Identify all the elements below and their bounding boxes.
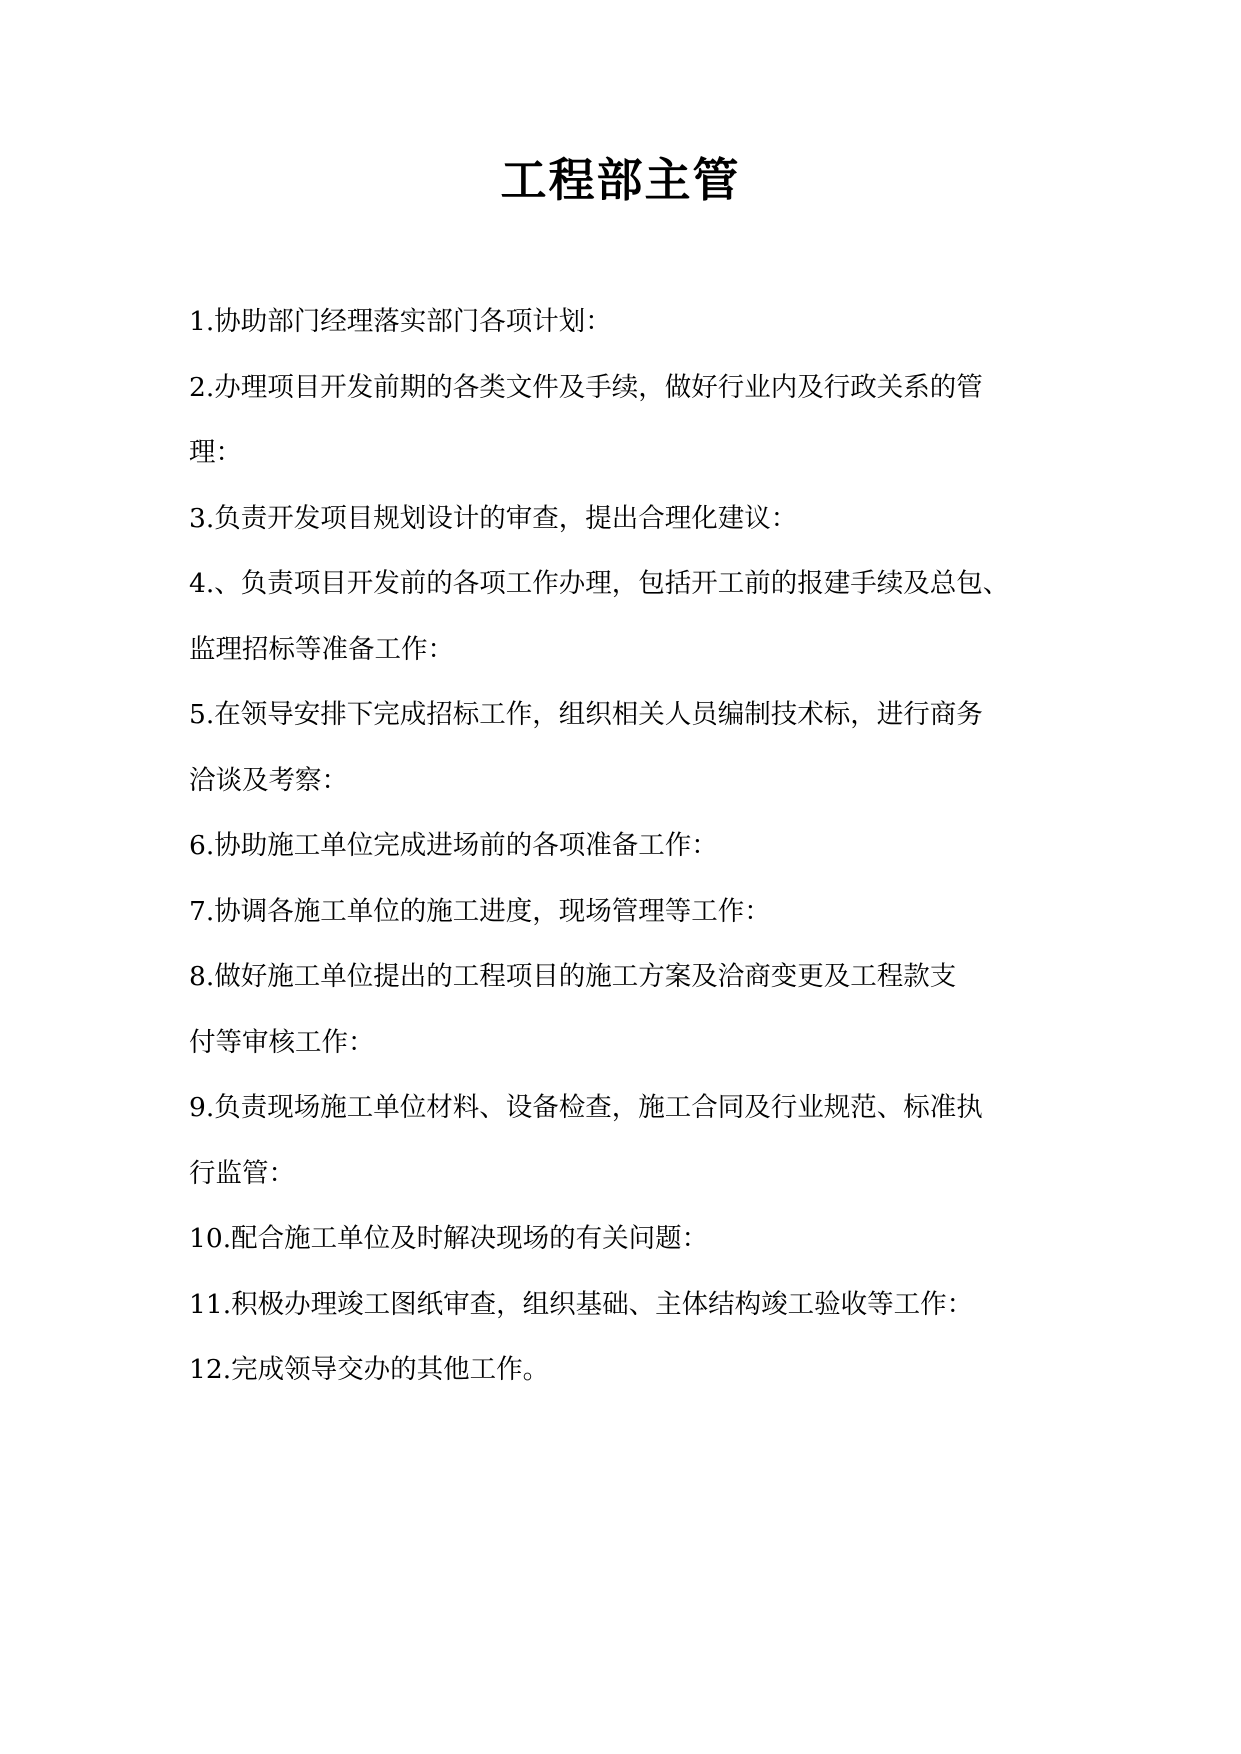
text-line: 7.协调各施工单位的施工进度，现场管理等工作：	[189, 895, 771, 927]
text-line: 付等审核工作：	[189, 1026, 375, 1058]
text-line: 10.配合施工单位及时解决现场的有关问题：	[189, 1223, 709, 1254]
text-line: 6.协助施工单位完成进场前的各项准备工作：	[189, 830, 718, 861]
text-line: 行监管：	[189, 1157, 295, 1189]
document-title: 工程部主管	[500, 153, 741, 207]
text-line: 4.、负责项目开发前的各项工作办理，包括开工前的报建手续及总包、	[189, 568, 1010, 599]
text-line: 监理招标等准备工作：	[189, 633, 454, 665]
text-line: 理：	[189, 437, 242, 468]
text-line: 11.积极办理竣工图纸审查，组织基础、主体结构竣工验收等工作：	[189, 1288, 974, 1320]
duty-list	[189, 289, 1061, 1403]
text-line: 洽谈及考察：	[189, 764, 348, 796]
text-line: 2.办理项目开发前期的各类文件及手续，做好行业内及行政关系的管	[189, 371, 983, 403]
text-line: 8.做好施工单位提出的工程项目的施工方案及洽商变更及工程款支	[189, 961, 957, 992]
text-line: 12.完成领导交办的其他工作。	[189, 1354, 550, 1385]
text-line: 5.在领导安排下完成招标工作，组织相关人员编制技术标，进行商务	[189, 699, 983, 730]
text-line: 1.协助部门经理落实部门各项计划：	[189, 306, 612, 337]
text-line: 3.负责开发项目规划设计的审查，提出合理化建议：	[189, 502, 798, 534]
text-line: 9.负责现场施工单位材料、设备检查，施工合同及行业规范、标准执	[189, 1092, 983, 1123]
